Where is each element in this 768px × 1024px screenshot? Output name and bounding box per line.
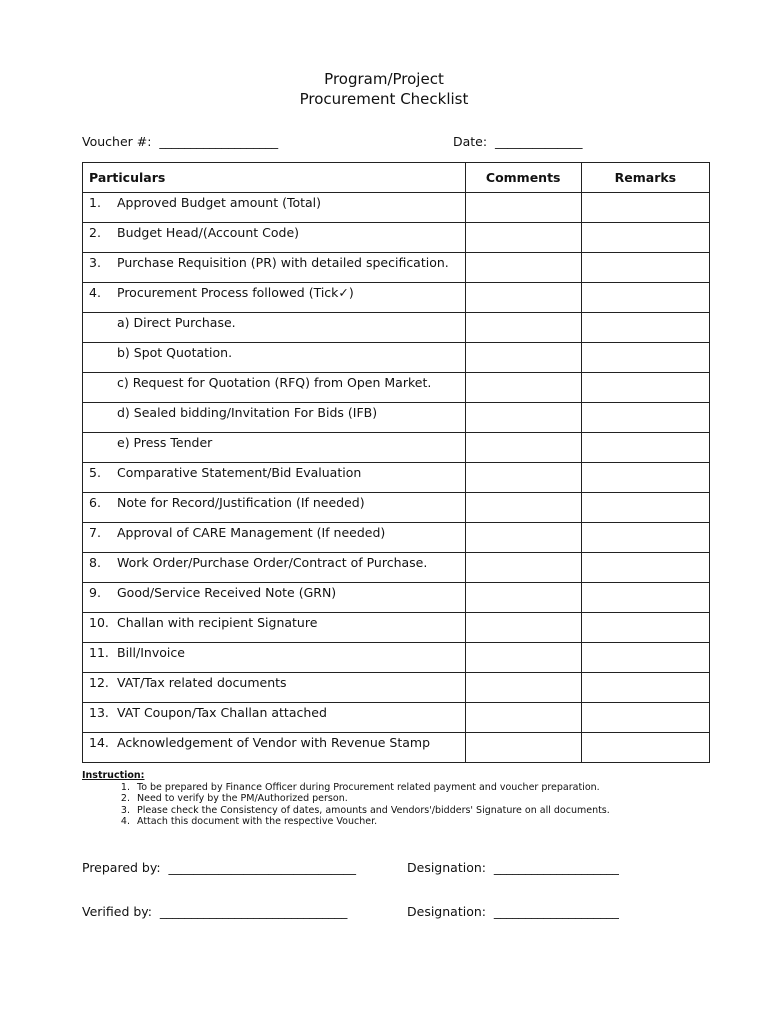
- item-number: 13.: [89, 705, 109, 720]
- item-text: Challan with recipient Signature: [117, 615, 318, 630]
- table-row: [83, 463, 710, 493]
- table-row: [83, 283, 710, 313]
- document-subtitle: Procurement Checklist: [299, 90, 469, 108]
- remarks-cell[interactable]: [581, 313, 709, 343]
- comments-cell[interactable]: [465, 673, 581, 703]
- remarks-cell[interactable]: [581, 193, 709, 223]
- item-text: e) Press Tender: [117, 435, 213, 450]
- table-row: [83, 193, 710, 223]
- item-text: Budget Head/(Account Code): [117, 225, 300, 240]
- instruction-number: 4.: [120, 816, 130, 827]
- remarks-cell[interactable]: [581, 583, 709, 613]
- remarks-cell[interactable]: [581, 283, 709, 313]
- item-text: Good/Service Received Note (GRN): [117, 585, 337, 600]
- instruction-text: Need to verify by the PM/Authorized person.: [137, 793, 348, 804]
- remarks-cell[interactable]: [581, 373, 709, 403]
- item-number: [89, 316, 117, 330]
- header-remarks: Remarks: [581, 163, 709, 193]
- item-number: 9.: [89, 585, 101, 600]
- comments-cell[interactable]: [465, 313, 581, 343]
- item-text: Acknowledgement of Vendor with Revenue Stamp: [117, 735, 431, 750]
- table-row: [83, 433, 710, 463]
- comments-cell[interactable]: [465, 403, 581, 433]
- item-number: 10.: [89, 615, 109, 630]
- prepared-by-field: Prepared by: ______________________________: [82, 860, 357, 875]
- header-particulars: Particulars: [83, 163, 466, 193]
- particulars-cell: [83, 583, 466, 613]
- remarks-cell[interactable]: [581, 223, 709, 253]
- instruction-item: [82, 816, 610, 828]
- table-row: [83, 553, 710, 583]
- comments-cell[interactable]: [465, 193, 581, 223]
- comments-cell[interactable]: [465, 223, 581, 253]
- table-header-row: [83, 163, 710, 193]
- voucher-field: Voucher #: ___________________: [82, 134, 279, 149]
- remarks-cell[interactable]: [581, 493, 709, 523]
- remarks-cell[interactable]: [581, 733, 709, 763]
- item-number: 8.: [89, 555, 101, 570]
- particulars-cell: [83, 643, 466, 673]
- item-text: Procurement Process followed (Tick✓): [117, 285, 354, 300]
- table-row: [83, 523, 710, 553]
- comments-cell[interactable]: [465, 493, 581, 523]
- table-row: [83, 493, 710, 523]
- item-text: Comparative Statement/Bid Evaluation: [117, 465, 362, 480]
- table-row: [83, 643, 710, 673]
- item-number: [89, 436, 117, 450]
- item-text: Note for Record/Justification (If needed): [117, 495, 365, 510]
- item-text: a) Direct Purchase.: [117, 315, 236, 330]
- particulars-cell: [83, 343, 466, 373]
- table-row: [83, 673, 710, 703]
- instruction-text: Please check the Consistency of dates, amounts and Vendors'/bidders' Signature on all documents.: [137, 804, 610, 816]
- item-text: Bill/Invoice: [117, 645, 185, 660]
- particulars-cell: [83, 733, 466, 763]
- comments-cell[interactable]: [465, 373, 581, 403]
- comments-cell[interactable]: [465, 583, 581, 613]
- verified-by-field: Verified by: ______________________________: [82, 904, 348, 919]
- comments-cell[interactable]: [465, 433, 581, 463]
- item-number: 4.: [89, 285, 101, 300]
- item-text: Work Order/Purchase Order/Contract of Purchase.: [117, 555, 428, 570]
- header-comments: Comments: [465, 163, 581, 193]
- instruction-item: [82, 805, 610, 817]
- checklist-table: [82, 162, 710, 763]
- comments-cell[interactable]: [465, 343, 581, 373]
- instruction-item: [82, 793, 610, 805]
- item-number: [89, 346, 117, 360]
- remarks-cell[interactable]: [581, 253, 709, 283]
- particulars-cell: [83, 283, 466, 313]
- remarks-cell[interactable]: [581, 343, 709, 373]
- date-field: Date: ______________: [453, 134, 583, 149]
- instruction-text: Attach this document with the respective Voucher.: [137, 816, 378, 827]
- item-number: 2.: [89, 225, 101, 240]
- table-row: [83, 343, 710, 373]
- instruction-heading: Instruction:: [82, 770, 145, 781]
- verified-designation-field: Designation: ____________________: [407, 904, 619, 919]
- particulars-cell: [83, 523, 466, 553]
- item-number: [89, 406, 117, 420]
- item-number: [89, 376, 117, 390]
- remarks-cell[interactable]: [581, 613, 709, 643]
- instruction-number: 1.: [120, 781, 130, 793]
- item-number: 11.: [89, 645, 109, 660]
- item-text: c) Request for Quotation (RFQ) from Open Market.: [117, 375, 432, 390]
- particulars-cell: [83, 703, 466, 733]
- particulars-cell: [83, 673, 466, 703]
- item-text: VAT Coupon/Tax Challan attached: [117, 705, 327, 720]
- particulars-cell: [83, 313, 466, 343]
- table-row: [83, 703, 710, 733]
- item-text: Purchase Requisition (PR) with detailed specification.: [117, 255, 449, 270]
- instruction-text: To be prepared by Finance Officer during Procurement related payment and voucher preparation.: [137, 781, 600, 793]
- particulars-cell: [83, 463, 466, 493]
- comments-cell[interactable]: [465, 463, 581, 493]
- particulars-cell: [83, 613, 466, 643]
- item-text: b) Spot Quotation.: [117, 345, 233, 360]
- table-row: [83, 253, 710, 283]
- remarks-cell[interactable]: [581, 703, 709, 733]
- item-number: 5.: [89, 465, 101, 480]
- table-row: [83, 613, 710, 643]
- item-text: Approved Budget amount (Total): [117, 195, 322, 210]
- item-number: 6.: [89, 495, 101, 510]
- particulars-cell: [83, 403, 466, 433]
- document-title: Program/Project: [324, 70, 444, 88]
- item-number: 3.: [89, 255, 101, 270]
- comments-cell[interactable]: [465, 643, 581, 673]
- particulars-cell: [83, 493, 466, 523]
- comments-cell[interactable]: [465, 613, 581, 643]
- comments-cell[interactable]: [465, 703, 581, 733]
- table-row: [83, 373, 710, 403]
- item-number: 14.: [89, 735, 109, 750]
- particulars-cell: [83, 433, 466, 463]
- particulars-cell: [83, 223, 466, 253]
- comments-cell[interactable]: [465, 733, 581, 763]
- remarks-cell[interactable]: [581, 643, 709, 673]
- remarks-cell[interactable]: [581, 433, 709, 463]
- item-text: d) Sealed bidding/Invitation For Bids (IFB): [117, 405, 378, 420]
- particulars-cell: [83, 373, 466, 403]
- item-number: 1.: [89, 195, 101, 210]
- comments-cell[interactable]: [465, 253, 581, 283]
- remarks-cell[interactable]: [581, 523, 709, 553]
- remarks-cell[interactable]: [581, 463, 709, 493]
- comments-cell[interactable]: [465, 283, 581, 313]
- instruction-list: [82, 782, 610, 828]
- item-number: 7.: [89, 525, 101, 540]
- instruction-item: [82, 782, 610, 794]
- remarks-cell[interactable]: [581, 673, 709, 703]
- particulars-cell: [83, 553, 466, 583]
- item-text: VAT/Tax related documents: [117, 675, 287, 690]
- remarks-cell[interactable]: [581, 403, 709, 433]
- comments-cell[interactable]: [465, 523, 581, 553]
- particulars-cell: [83, 193, 466, 223]
- table-row: [83, 403, 710, 433]
- item-text: Approval of CARE Management (If needed): [117, 525, 386, 540]
- remarks-cell[interactable]: [581, 553, 709, 583]
- instruction-block: [82, 770, 610, 828]
- table-row: [83, 733, 710, 763]
- instruction-number: 2.: [120, 793, 130, 804]
- particulars-cell: [83, 253, 466, 283]
- table-row: [83, 583, 710, 613]
- table-row: [83, 313, 710, 343]
- prepared-designation-field: Designation: ____________________: [407, 860, 619, 875]
- table-row: [83, 223, 710, 253]
- instruction-number: 3.: [120, 804, 130, 816]
- comments-cell[interactable]: [465, 553, 581, 583]
- item-number: 12.: [89, 675, 109, 690]
